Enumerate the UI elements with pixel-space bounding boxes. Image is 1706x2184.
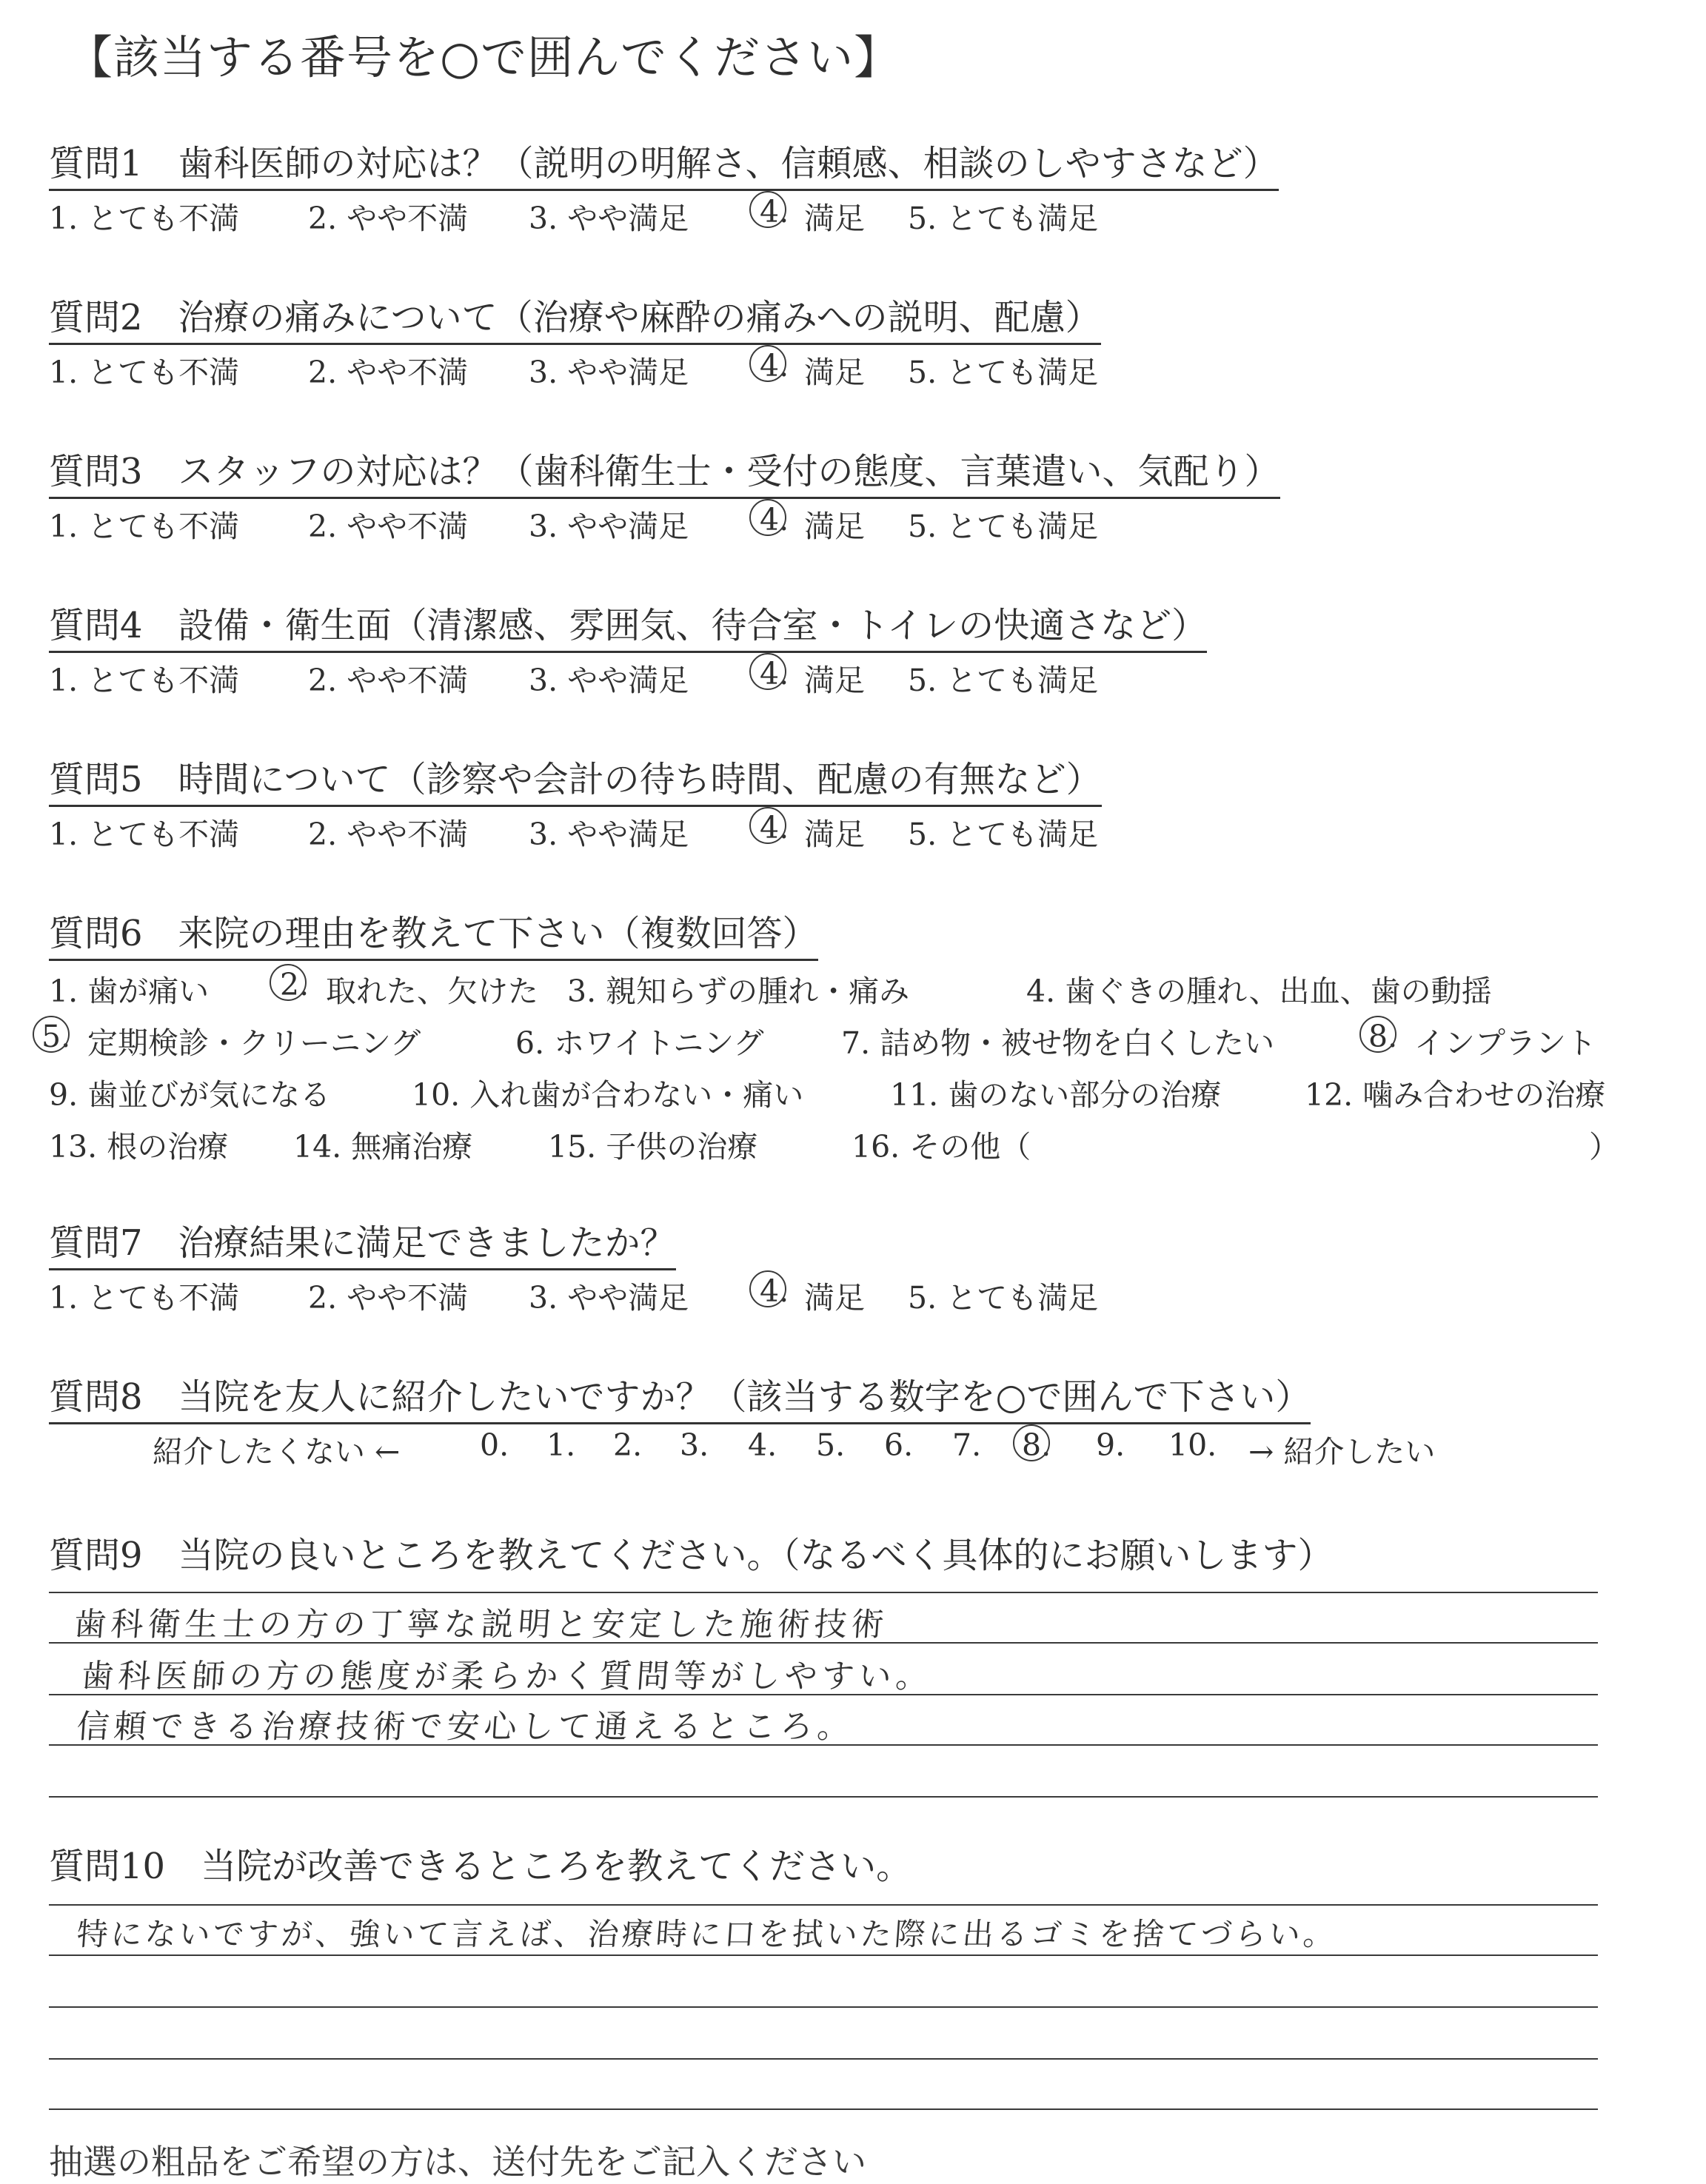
q1-option-1[interactable]: 1. とても不満	[49, 201, 240, 236]
q1-option-4-label: 満足	[804, 201, 865, 236]
q7-option-5[interactable]: 5. とても満足	[908, 1280, 1099, 1316]
q9-answer-rule-3	[49, 1744, 1598, 1746]
question-7-title: 質問7 治療結果に満足できましたか？	[49, 1214, 676, 1270]
q6-option-7[interactable]: 7. 詰め物・被せ物を白くしたい	[841, 1025, 1275, 1061]
q5-option-2[interactable]: 2. やや不満	[308, 817, 469, 852]
question-2-title: 質問2 治療の痛みについて（治療や麻酔の痛みへの説明、配慮）	[49, 289, 1101, 345]
q8-option-2[interactable]: 2.	[613, 1427, 643, 1463]
q6-option-16[interactable]: 16. その他（	[852, 1129, 1031, 1165]
question-6-title: 質問6 来院の理由を教えて下さい（複数回答）	[49, 905, 818, 961]
q1-selected-circle	[749, 191, 786, 228]
q3-option-5[interactable]: 5. とても満足	[908, 509, 1099, 544]
q7-option-4[interactable]: 4.	[760, 1273, 789, 1309]
q9-answer-rule-4	[49, 1796, 1598, 1798]
q5-option-4[interactable]: 4.	[760, 810, 789, 845]
q1-option-3[interactable]: 3. やや満足	[529, 201, 689, 236]
question-10-title: 質問10 当院が改善できるところを教えてください。	[49, 1846, 912, 1887]
q6-selected-circle-5	[33, 1016, 70, 1053]
q4-selected-circle	[749, 653, 786, 690]
q9-answer-rule-2	[49, 1694, 1598, 1695]
q2-option-4-label: 満足	[804, 355, 865, 390]
q8-left-label: 紹介したくない ←	[153, 1434, 401, 1470]
q5-option-4-label: 満足	[804, 817, 865, 852]
q6-selected-circle-8	[1359, 1016, 1396, 1053]
q3-option-4[interactable]: 4.	[760, 502, 789, 537]
q8-option-3[interactable]: 3.	[680, 1427, 709, 1463]
q9-answer-line-1[interactable]: 歯科衛生士の方の丁寧な説明と安定した施術技術	[72, 1606, 890, 1644]
question-1-title: 質問1 歯科医師の対応は？（説明の明解さ、信頼感、相談のしやすさなど）	[49, 135, 1279, 191]
q6-option-13[interactable]: 13. 根の治療	[49, 1129, 229, 1165]
question-4-title: 質問4 設備・衛生面（清潔感、雰囲気、待合室・トイレの快適さなど）	[49, 597, 1207, 653]
question-9-title: 質問9 当院の良いところを教えてください。（なるべく具体的にお願いします）	[49, 1535, 1334, 1576]
q10-answer-rule-top	[49, 1904, 1598, 1906]
q4-option-3[interactable]: 3. やや満足	[529, 663, 689, 698]
q6-option-6[interactable]: 6. ホワイトニング	[515, 1025, 764, 1061]
q4-option-5[interactable]: 5. とても満足	[908, 663, 1099, 698]
q8-option-4[interactable]: 4.	[748, 1427, 777, 1463]
q8-option-7[interactable]: 7.	[952, 1427, 982, 1463]
q9-answer-rule-top	[49, 1592, 1598, 1593]
q6-option-12[interactable]: 12. 噛み合わせの治療	[1305, 1077, 1606, 1113]
q6-option-10[interactable]: 10. 入れ歯が合わない・痛い	[412, 1077, 804, 1113]
q7-selected-circle	[749, 1270, 786, 1307]
q8-option-5[interactable]: 5.	[816, 1427, 846, 1463]
q5-selected-circle	[749, 807, 786, 844]
q2-option-3[interactable]: 3. やや満足	[529, 355, 689, 390]
q7-option-3[interactable]: 3. やや満足	[529, 1280, 689, 1316]
footer-note	[49, 2126, 866, 2182]
q6-option-11[interactable]: 11. 歯のない部分の治療	[890, 1077, 1222, 1113]
q3-option-3[interactable]: 3. やや満足	[529, 509, 689, 544]
q2-selected-circle	[749, 345, 786, 382]
q9-answer-rule-1	[49, 1642, 1598, 1644]
q7-option-4-label: 満足	[804, 1280, 865, 1316]
q3-option-1[interactable]: 1. とても不満	[49, 509, 240, 544]
q10-answer-rule-4	[49, 2108, 1598, 2110]
q2-option-5[interactable]: 5. とても満足	[908, 355, 1099, 390]
q6-option-5-label: 定期検診・クリーニング	[87, 1025, 421, 1061]
q10-answer-rule-1	[49, 1954, 1598, 1956]
q7-option-1[interactable]: 1. とても不満	[49, 1280, 240, 1316]
q8-option-9[interactable]: 9.	[1096, 1427, 1125, 1463]
q4-option-2[interactable]: 2. やや不満	[308, 663, 469, 698]
q6-selected-circle-2	[270, 964, 310, 1002]
q3-option-2[interactable]: 2. やや不満	[308, 509, 469, 544]
footer-note-text: 抽選の粗品をご希望の方は、送付先をご記入ください	[49, 2142, 866, 2182]
q6-option-2[interactable]: 2.	[280, 967, 310, 1002]
q8-selected-circle	[1013, 1424, 1050, 1461]
q5-option-5[interactable]: 5. とても満足	[908, 817, 1099, 852]
q8-option-8[interactable]: 8.	[1022, 1427, 1051, 1463]
q6-option-8[interactable]: 8.	[1368, 1019, 1398, 1054]
q8-option-6[interactable]: 6.	[884, 1427, 914, 1463]
q7-option-2[interactable]: 2. やや不満	[308, 1280, 469, 1316]
q6-option-3[interactable]: 3. 親知らずの腫れ・痛み	[567, 974, 910, 1009]
question-3-title: 質問3 スタッフの対応は？（歯科衛生士・受付の態度、言葉遣い、気配り）	[49, 443, 1280, 499]
instruction-header: 【該当する番号を○で囲んでください】	[67, 30, 901, 84]
q6-option-9[interactable]: 9. 歯並びが気になる	[49, 1077, 331, 1113]
q1-option-5[interactable]: 5. とても満足	[908, 201, 1099, 236]
q5-option-1[interactable]: 1. とても不満	[49, 817, 240, 852]
q8-option-10[interactable]: 10.	[1168, 1427, 1217, 1463]
q4-option-1[interactable]: 1. とても不満	[49, 663, 240, 698]
question-8-title: 質問8 当院を友人に紹介したいですか？（該当する数字を○で囲んで下さい）	[49, 1368, 1311, 1424]
q2-option-4[interactable]: 4.	[760, 348, 789, 383]
q2-option-1[interactable]: 1. とても不満	[49, 355, 240, 390]
q6-option-5[interactable]: 5.	[41, 1019, 71, 1054]
q6-option-4[interactable]: 4. 歯ぐきの腫れ、出血、歯の動揺	[1026, 974, 1492, 1009]
q6-option-2-label: 取れた、欠けた	[326, 974, 538, 1009]
q6-option-8-label: インプラント	[1414, 1025, 1596, 1061]
q8-right-label: → 紹介したい	[1248, 1434, 1436, 1470]
q6-option-1[interactable]: 1. 歯が痛い	[49, 974, 210, 1009]
q9-answer-line-2[interactable]: 歯科医師の方の態度が柔らかく質問等がしやすい。	[79, 1658, 934, 1695]
q5-option-3[interactable]: 3. やや満足	[529, 817, 689, 852]
q2-option-2[interactable]: 2. やや不満	[308, 355, 469, 390]
q4-option-4[interactable]: 4.	[760, 656, 789, 691]
q3-selected-circle	[749, 499, 786, 536]
q10-answer-rule-2	[49, 2006, 1598, 2008]
q8-option-0[interactable]: 0.	[480, 1427, 509, 1463]
q6-option-15[interactable]: 15. 子供の治療	[548, 1129, 758, 1165]
q10-answer-line-1[interactable]: 特にないですが、強いて言えば、治療時に口を拭いた際に出るゴミを捨てづらい。	[76, 1916, 1339, 1952]
question-5-title: 質問5 時間について（診察や会計の待ち時間、配慮の有無など）	[49, 751, 1102, 807]
q9-answer-line-3[interactable]: 信頼できる治療技術で安心して通えるところ。	[75, 1708, 856, 1746]
q8-option-1[interactable]: 1.	[546, 1427, 576, 1463]
q1-option-4[interactable]: 4.	[760, 194, 789, 230]
q6-option-14[interactable]: 14. 無痛治療	[293, 1129, 473, 1165]
q3-option-4-label: 満足	[804, 509, 865, 544]
q6-option-16-close: ）	[1589, 1129, 1619, 1165]
q10-answer-rule-3	[49, 2058, 1598, 2060]
q1-option-2[interactable]: 2. やや不満	[308, 201, 469, 236]
q4-option-4-label: 満足	[804, 663, 865, 698]
